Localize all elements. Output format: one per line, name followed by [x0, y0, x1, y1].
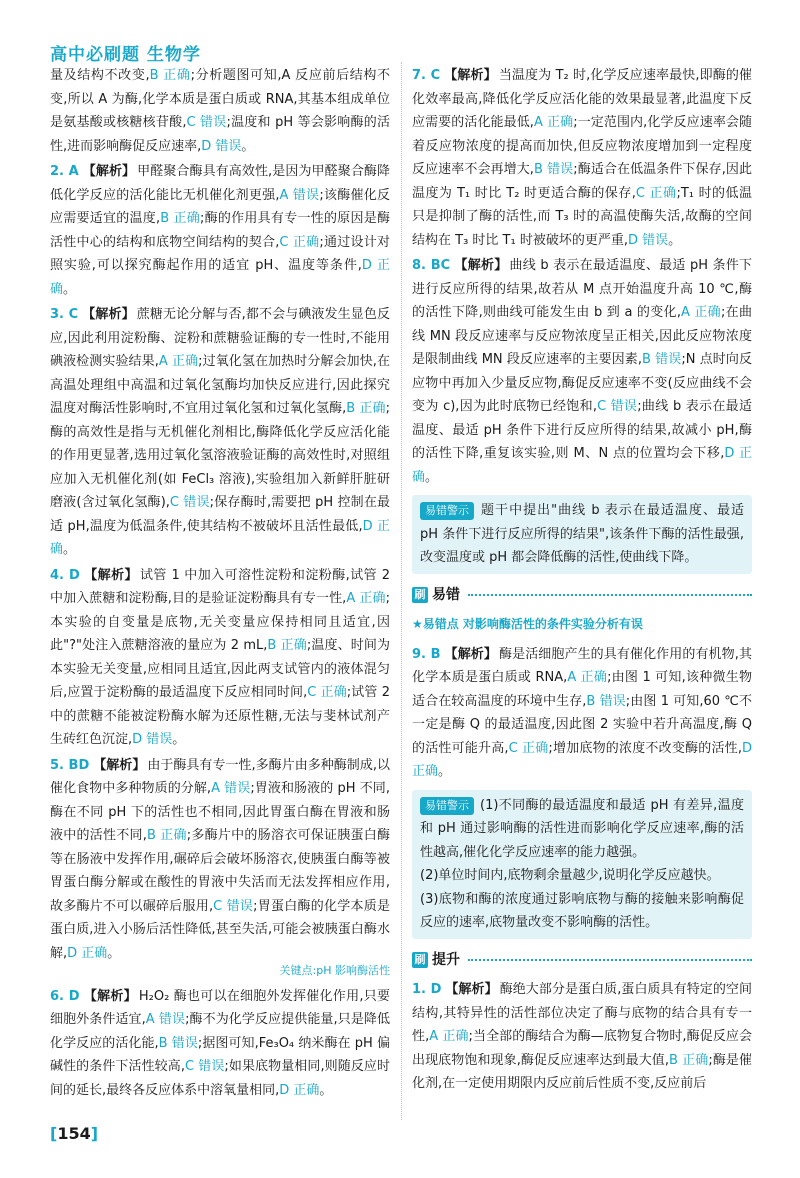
analysis-tag: 【解析】	[444, 68, 497, 83]
analysis-tag: 【解析】	[444, 646, 497, 662]
judgement-wrong: C 错误	[186, 115, 227, 130]
judgement-wrong: C 错误	[184, 1059, 225, 1074]
explanation-text: ;酶适合在低温条件下保存,因此温度为 T₁ 时比 T₂ 时更适合酶的保存,	[412, 162, 753, 201]
explanation-text: ;T₁ 时的低温只是抑制了酶的活性,而 T₃ 时的高温使酶失活,故酶的空间结构在 T₃ 时比 T₁ 时被破坏的更严重,	[412, 185, 752, 248]
judgement-wrong: B 错误	[642, 352, 682, 367]
explanation-text: ;胃蛋白酶的化学本质是蛋白质,进入小肠后活性降低,甚至失活,可能会被胰蛋白酶水解,	[50, 898, 390, 961]
explanation-text: 酶是活细胞产生的具有催化作用的有机物,其化学本质是蛋白质或 RNA,	[412, 646, 752, 685]
item-number: 1. D	[412, 982, 442, 997]
judgement-wrong: A 错误	[211, 781, 251, 796]
analysis-tag: 【解析】	[93, 757, 146, 773]
judgement-correct: B 正确	[669, 1052, 709, 1068]
right-items	[412, 64, 752, 489]
explanation-text: 量及结构不改变,	[50, 68, 150, 83]
explanation-text: ;当全部的酶结合为酶—底物复合物时,酶促反应会出现底物饱和现象,酶促反应速率达到最大值,	[412, 1029, 753, 1068]
explanation-text: ;曲线 b 表示在最适温度、最适 pH 条件下进行反应所得的结果,故减小 pH,酶的活性下降,重复该实验,则 M、N 点的位置均会下移,	[412, 399, 752, 461]
answer-item	[412, 64, 752, 252]
item-number: 3. C	[50, 307, 79, 322]
explanation-text: ;温度、时间为本实验无关变量,应相同且适宜,因此两支试管内的液体混匀后,应置于淀粉酶的最适温度下反应相同时间,	[50, 638, 391, 700]
column-divider	[401, 62, 402, 1120]
answer-item	[50, 64, 390, 158]
item-number: 7. C	[412, 68, 441, 83]
explanation-text: ;分析题图可知,A 反应前后结构不变,所以 A 为酶,化学本质是蛋白质或 RNA,其基本组成单位是氨基酸或核糖核苷酸,	[50, 68, 390, 130]
explanation-text: 。	[172, 732, 186, 747]
judgement-wrong: C 错误	[169, 495, 210, 510]
explanation-text: ;保存酶时,需要把 pH 控制在最适 pH,温度为低温条件,使其结构不被破坏且活性最低,	[50, 495, 391, 534]
analysis-tag: 【解析】	[83, 988, 137, 1004]
judgement-correct: C 正确	[508, 740, 549, 756]
item-number: 9. B	[412, 646, 441, 662]
callout-text: 题干中提出"曲线 b 表示在最适温度、最适 pH 条件下进行反应所得的结果",该条件下酶的活性最强,改变温度或 pH 都会降低酶的活性,使曲线下降。	[420, 503, 744, 565]
judgement-wrong: A 错误	[145, 1012, 186, 1027]
explanation-text: 酶绝大部分是蛋白质,蛋白质具有特定的空间结构,其特异性的活性部位决定了酶与底物的结合具有专一性,	[412, 982, 752, 1044]
judgement-wrong: B 错误	[158, 1035, 198, 1051]
explanation-text: 当温度为 T₂ 时,化学反应速率最快,即酶的催化效率最高,降低化学反应活化能的效果最显著,此温度下反应需要的活化能最低,	[412, 68, 752, 130]
explanation-text: 由于酶具有专一性,多酶片由多种酶制成,以催化食物中多种物质的分解,	[50, 757, 390, 796]
item-number: 8. BC	[412, 258, 451, 273]
judgement-wrong: C 错误	[213, 898, 254, 914]
item-number: 4. D	[50, 567, 80, 583]
explanation-text: 。	[241, 138, 255, 154]
explanation-text: 。	[63, 542, 77, 557]
judgement-correct: D 正确	[50, 258, 390, 297]
item-number: 2. A	[50, 164, 79, 179]
explanation-text: 试管 1 中加入可溶性淀粉和淀粉酶,试管 2 中加入蔗糖和淀粉酶,目的是验证淀粉酶具有专一性,	[50, 567, 390, 606]
left-column	[50, 64, 390, 1104]
answer-item	[50, 160, 390, 301]
judgement-correct: A 正确	[429, 1029, 469, 1044]
judgement-correct: C 正确	[279, 234, 320, 250]
answer-item	[412, 254, 752, 489]
explanation-text: H₂O₂ 酶也可以在细胞外发挥催化作用,只要细胞外条件适宜,	[50, 988, 390, 1027]
judgement-correct: B 正确	[267, 638, 307, 653]
judgement-correct: D 正确	[50, 518, 390, 557]
explanation-text: ;试管 2 中的蔗糖不能被淀粉酶水解为还原性糖,无法与斐林试剂产生砖红色沉淀,	[50, 685, 390, 747]
judgement-correct: A 正确	[158, 354, 199, 369]
judgement-wrong: B 错误	[533, 162, 574, 177]
callout-note-2	[412, 790, 752, 939]
judgement-wrong: B 错误	[586, 693, 626, 709]
judgement-correct: B 正确	[149, 68, 191, 83]
judgement-correct: A 正确	[533, 115, 574, 130]
explanation-text: ;酶是催化剂,在一定使用期限内反应前后性质不变,反应前后	[412, 1052, 753, 1091]
explanation-text: ;在曲线 MN 段反应速率与反应物浓度呈正相关,因此反应物浓度是限制曲线 MN 段反应速率的主要因素,	[412, 305, 752, 367]
explanation-text: ;温度和 pH 等会影响酶的活性,进而影响酶促反应速率,	[50, 115, 390, 154]
answer-item	[412, 643, 752, 784]
judgement-correct: D 正确	[279, 1082, 320, 1098]
explanation-text: ;多酶片中的肠溶衣可保证胰蛋白酶等在肠液中发挥作用,碾碎后会破坏肠溶衣,使胰蛋白酶等被胃蛋白酶分解或在酸性的胃液中失活而无法发挥相应作用,故多酶片不可以碾碎后服用,	[50, 828, 390, 914]
section-divider	[468, 594, 752, 596]
explanation-text: 。	[319, 1082, 333, 1098]
section-yicuo	[412, 584, 752, 608]
answer-item	[412, 978, 752, 1096]
judgement-correct: D 正确	[412, 446, 752, 485]
callout-badge: 易错警示	[420, 502, 474, 520]
explanation-text: ;酶不为化学反应提供能量,只是降低化学反应的活化能,	[50, 1012, 390, 1051]
right-column	[412, 64, 752, 1098]
judgement-wrong: D 错误	[132, 732, 173, 747]
judgement-correct: D 正确	[412, 740, 753, 779]
analysis-tag: 【解析】	[82, 164, 136, 179]
brush-icon: 刷	[412, 952, 428, 968]
answer-item	[50, 303, 390, 562]
item-number: 5. BD	[50, 757, 90, 773]
analysis-tag: 【解析】	[445, 982, 498, 997]
judgement-wrong: C 错误	[597, 399, 638, 414]
explanation-text: ;通过设计对照实验,可以探究酶起作用的适宜 pH、温度等条件,	[50, 234, 390, 273]
item-number: 6. D	[50, 988, 80, 1004]
explanation-text: ;如果底物量相同,则随反应时间的延长,最终各反应体系中溶氧量相同,	[50, 1059, 390, 1098]
explanation-text: ;酶的高效性是指与无机催化剂相比,酶降低化学反应活化能的作用更显著,选用过氧化氢溶液验证酶的高效性时,对照组应加入无机催化剂(如 FeCl₃ 溶液),实验组加入新鲜肝脏研磨液(含过氧化氢酶),	[50, 401, 391, 510]
callout-line-1: (1)不同酶的最适温度和最适 pH 有差异,温度和 pH 通过影响酶的活性进而影响化学反应速率,酶的活性越高,催化化学反应速率的能力越强。	[420, 797, 744, 860]
section-title: 提升	[432, 951, 460, 968]
explanation-text: ;一定范围内,化学反应速率会随着反应物浓度的提高而加快,但反应物浓度增加到一定程度反应速率不会再增大,	[412, 115, 752, 177]
item-9	[412, 643, 752, 784]
judgement-wrong: A 错误	[279, 187, 320, 203]
judgement-correct: D 正确	[67, 945, 108, 961]
judgement-correct: C 正确	[635, 185, 677, 201]
explanation-text: ;由图 1 可知,该种微生物适合在较高温度的环境中生存,	[412, 670, 752, 709]
item-tisheng-1	[412, 978, 752, 1096]
brush-icon: 刷	[412, 587, 428, 603]
explanation-text: 。	[438, 764, 452, 779]
analysis-tag: 【解析】	[82, 307, 135, 322]
judgement-correct: C 正确	[307, 685, 347, 700]
explanation-text: 甲醛聚合酶具有高效性,是因为甲醛聚合酶降低化学反应的活化能比无机催化剂更强,	[50, 164, 390, 203]
callout-line-2: (2)单位时间内,底物剩余量越少,说明化学反应越快。	[420, 868, 720, 883]
page-number: [154]	[50, 1124, 99, 1143]
explanation-text: 曲线 b 表示在最适温度、最适 pH 条件下进行反应所得的结果,故若从 M 点开始温度升高 10 ℃,酶的活性下降,则曲线可能发生由 b 到 a 的变化,	[412, 258, 752, 320]
explanation-text: ;N 点时向反应物中再加入少量反应物,酶促反应速率不变(反应曲线不会变为 c),因为此时底物已经饱和,	[412, 352, 752, 414]
callout-line-3: (3)底物和酶的浓度通过影响底物与酶的接触来影响酶促反应的速率,底物量改变不影响酶的活性。	[420, 891, 744, 930]
explanation-text: ;据图可知,Fe₃O₄ 纳米酶在 pH 偏碱性的条件下活性较高,	[50, 1035, 390, 1074]
judgement-wrong: D 错误	[201, 138, 242, 154]
section-divider	[468, 959, 752, 961]
explanation-text: ;过氧化氢在加热时分解会加快,在高温处理组中高温和过氧化氢酶均加快反应进行,因此探究温度对酶活性影响时,不宜用过氧化氢和过氧化氢酶,	[50, 354, 391, 416]
analysis-tag: 【解析】	[454, 258, 508, 273]
explanation-text: ;由图 1 可知,60 ℃不一定是酶 Q 的最适温度,因此图 2 实验中若升高温度,酶 Q 的活性可能升高,	[412, 693, 752, 756]
page-header: 高中必刷题 生物学	[50, 45, 201, 65]
judgement-correct: B 正确	[146, 828, 187, 843]
explanation-text: ;增加底物的浓度不改变酶的活性,	[548, 740, 742, 756]
judgement-correct: A 正确	[346, 591, 386, 606]
explanation-text: ;该酶催化反应需要适宜的温度,	[50, 187, 390, 226]
answer-item	[50, 754, 390, 983]
explanation-text: 。	[425, 469, 439, 485]
answer-item	[50, 564, 390, 752]
callout-badge: 易错警示	[420, 797, 474, 815]
explanation-text: 。	[668, 232, 682, 248]
explanation-text: 蔗糖无论分解与否,都不会与碘液发生显色反应,因此利用淀粉酶、淀粉和蔗糖验证酶的专一性时,不能用碘液检测实验结果,	[50, 307, 390, 369]
explanation-text: ;本实验的自变量是底物,无关变量应保持相同且适宜,因此"?"处注入蔗糖溶液的量应为 2 mL,	[50, 591, 390, 653]
judgement-correct: A 正确	[567, 670, 608, 685]
page-number-value: 154	[57, 1124, 91, 1143]
key-point-note: 关键点:pH 影响酶活性	[279, 964, 390, 977]
judgement-correct: A 正确	[681, 305, 721, 320]
yicuo-point: ★易错点 对影响酶活性的条件实验分析有误	[412, 617, 643, 631]
section-tisheng	[412, 949, 752, 973]
judgement-wrong: D 错误	[627, 232, 669, 248]
explanation-text: ;酶的作用具有专一性的原因是酶活性中心的结构和底物空间结构的契合,	[50, 211, 390, 250]
explanation-text: ;胃液和肠液的 pH 不同,酶在不同 pH 下的活性也不相同,因此胃蛋白酶在胃液和肠液中的活性不同,	[50, 781, 391, 843]
section-title: 易错	[432, 586, 460, 603]
explanation-text: 。	[107, 945, 121, 961]
explanation-text: 。	[63, 281, 77, 297]
callout-note-1	[412, 495, 752, 574]
analysis-tag: 【解析】	[83, 567, 138, 583]
answer-item	[50, 985, 390, 1103]
judgement-correct: B 正确	[160, 211, 201, 226]
judgement-correct: B 正确	[346, 401, 386, 416]
